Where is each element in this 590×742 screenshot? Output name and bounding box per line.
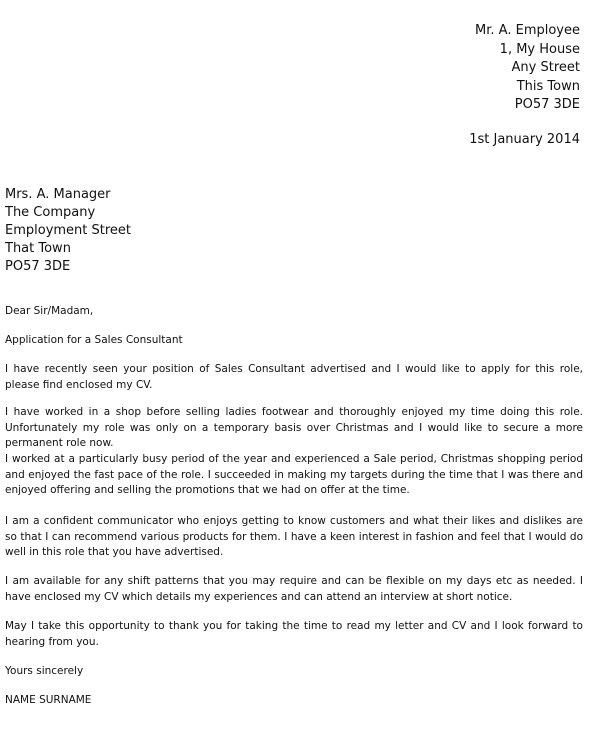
recipient-company: The Company (5, 205, 96, 220)
paragraph: I worked at a particularly busy period of the year and experienced a Sale period, Christmas shopping period and enjoyed the fast pace of the role. I succeeded in making my targets during the time that I was there and enjoyed offering and selling the promotions that we had on offer at the time. (5, 453, 583, 496)
paragraph: I have recently seen your position of Sales Consultant advertised and I would like to apply for this role, please find enclosed my CV. (5, 363, 583, 391)
paragraph: May I take this opportunity to thank you for taking the time to read my letter and CV and I look forward to hearing from you. (5, 620, 583, 648)
paragraph: I am a confident communicator who enjoys getting to know customers and what their likes and dislikes are so that I can recommend various products for them. I have a keen interest in fashion and feel that I would do well in this role that you have advertised. (5, 515, 583, 558)
sender-postcode: PO57 3DE (514, 97, 580, 112)
sender-address-line1: 1, My House (499, 41, 580, 57)
paragraph: I have worked in a shop before selling ladies footwear and thoroughly enjoyed my time doing this role. Unfortunately my role was only on a temporary basis over Christmas and I would like to secure a more permanent role now. (5, 406, 583, 449)
sender-address (475, 22, 580, 115)
recipient-address (5, 186, 131, 276)
salutation: Dear Sir/Madam, (5, 305, 94, 317)
recipient-town: That Town (5, 241, 71, 256)
letter-date: 1st January 2014 (469, 132, 580, 147)
sender-address-line2: Any Street (511, 60, 580, 75)
recipient-street: Employment Street (5, 223, 132, 238)
recipient-name: Mrs. A. Manager (5, 187, 111, 202)
recipient-postcode: PO57 3DE (5, 259, 71, 274)
paragraph: I am available for any shift patterns that you may require and can be flexible on my days etc as needed. I have enclosed my CV which details my experiences and can attend an interview at short notice. (5, 575, 583, 603)
sender-name: Mr. A. Employee (475, 23, 580, 38)
sender-town: This Town (516, 78, 580, 94)
subject-line: Application for a Sales Consultant (5, 334, 183, 346)
signature-name: NAME SURNAME (5, 694, 92, 706)
closing: Yours sincerely (5, 665, 84, 677)
